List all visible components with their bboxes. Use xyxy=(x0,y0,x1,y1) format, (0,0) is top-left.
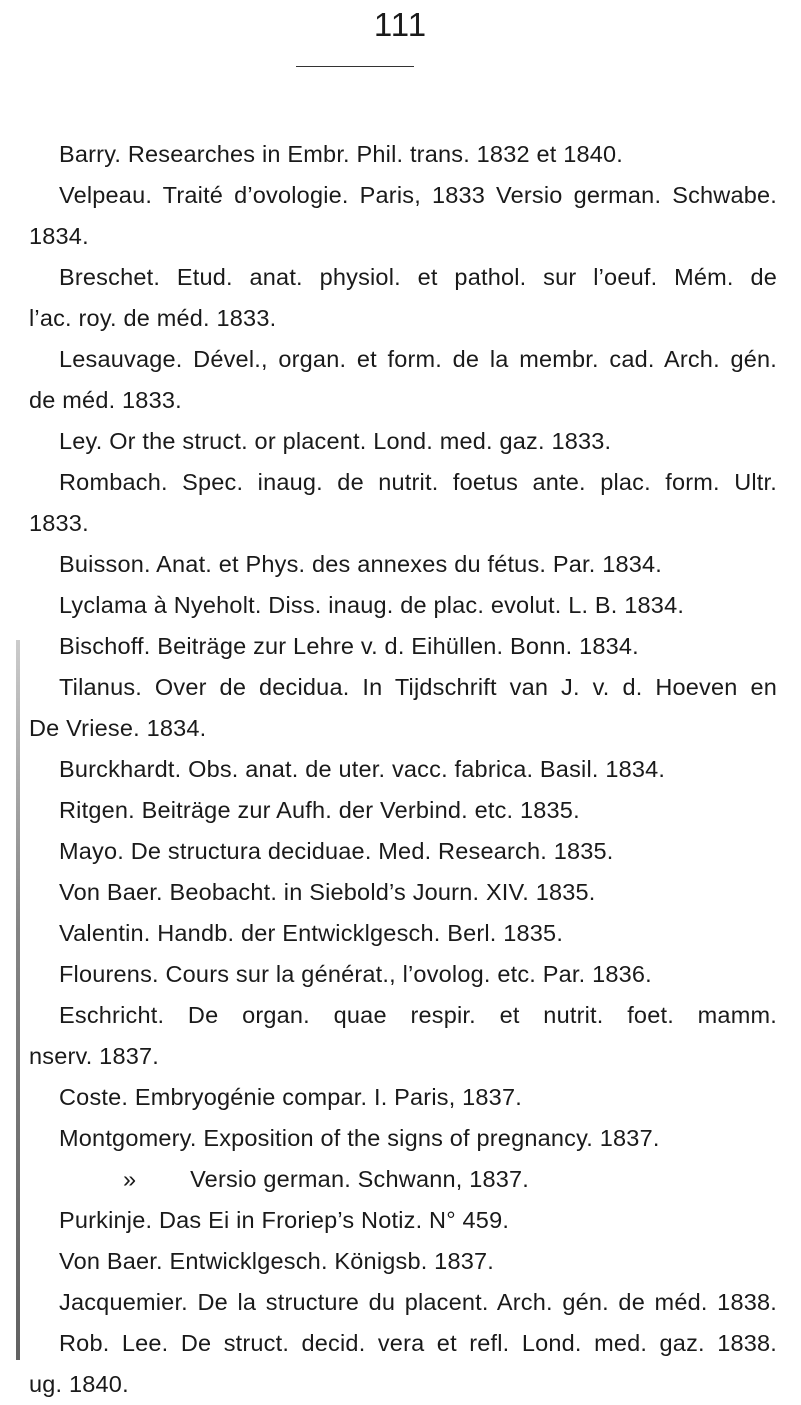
entry-line: Velpeau. Traité d’ovologie. Paris, 1833 Versio german. Schwabe. xyxy=(59,182,777,208)
entry-line: 1834. xyxy=(29,223,89,249)
entry-line: l’ac. roy. de méd. 1833. xyxy=(29,305,277,331)
entry-line: Bischoff. Beiträge zur Lehre v. d. Eihüllen. Bonn. 1834. xyxy=(59,633,639,659)
entry-line: Von Baer. Entwicklgesch. Königsb. 1837. xyxy=(59,1248,494,1274)
entry-line: Coste. Embryogénie compar. I. Paris, 1837. xyxy=(59,1084,522,1110)
entry-line: De Vriese. 1834. xyxy=(29,715,207,741)
entry-line: Jacquemier. De la structure du placent. Arch. gén. de méd. 1838. xyxy=(59,1289,777,1315)
entry-line: Ley. Or the struct. or placent. Lond. med. gaz. 1833. xyxy=(59,428,612,454)
entry-line: Lesauvage. Dével., organ. et form. de la membr. cad. Arch. gén. xyxy=(59,346,777,372)
entry-line: Breschet. Etud. anat. physiol. et pathol. sur l’oeuf. Mém. de xyxy=(59,264,777,290)
entry-line: Burckhardt. Obs. anat. de uter. vacc. fabrica. Basil. 1834. xyxy=(59,756,666,782)
entry-line: nserv. 1837. xyxy=(29,1043,159,1069)
entry-line: Lyclama à Nyeholt. Diss. inaug. de plac. evolut. L. B. 1834. xyxy=(59,592,685,618)
entry-line: » Versio german. Schwann, 1837. xyxy=(123,1166,530,1192)
entry-line: Montgomery. Exposition of the signs of pregnancy. 1837. xyxy=(59,1125,660,1151)
entry-line: Buisson. Anat. et Phys. des annexes du fétus. Par. 1834. xyxy=(59,551,663,577)
entry-line: Rombach. Spec. inaug. de nutrit. foetus ante. plac. form. Ultr. xyxy=(59,469,777,495)
entry-line: Eschricht. De organ. quae respir. et nutrit. foet. mamm. xyxy=(59,1002,777,1028)
entry-line: Flourens. Cours sur la générat., l’ovolog. etc. Par. 1836. xyxy=(59,961,652,987)
entry-line: 1833. xyxy=(29,510,89,536)
entry-line: Purkinje. Das Ei in Froriep’s Notiz. N° 459. xyxy=(59,1207,510,1233)
entry-line: Rob. Lee. De struct. decid. vera et refl. Lond. med. gaz. 1838. xyxy=(59,1330,777,1356)
entry-line: Ritgen. Beiträge zur Aufh. der Verbind. etc. 1835. xyxy=(59,797,580,823)
entry-line: Mayo. De structura deciduae. Med. Research. 1835. xyxy=(59,838,614,864)
entry-line: Barry. Researches in Embr. Phil. trans. 1832 et 1840. xyxy=(59,141,623,167)
entry-line: Tilanus. Over de decidua. In Tijdschrift van J. v. d. Hoeven en xyxy=(59,674,777,700)
header-rule xyxy=(296,66,414,67)
entry-line: de méd. 1833. xyxy=(29,387,182,413)
entry-line: ug. 1840. xyxy=(29,1371,129,1397)
page-number: 111 xyxy=(373,6,428,43)
entry-line: Valentin. Handb. der Entwicklgesch. Berl. 1835. xyxy=(59,920,564,946)
bibliography-list xyxy=(0,134,801,1405)
entry-line: Von Baer. Beobacht. in Siebold’s Journ. XIV. 1835. xyxy=(59,879,596,905)
